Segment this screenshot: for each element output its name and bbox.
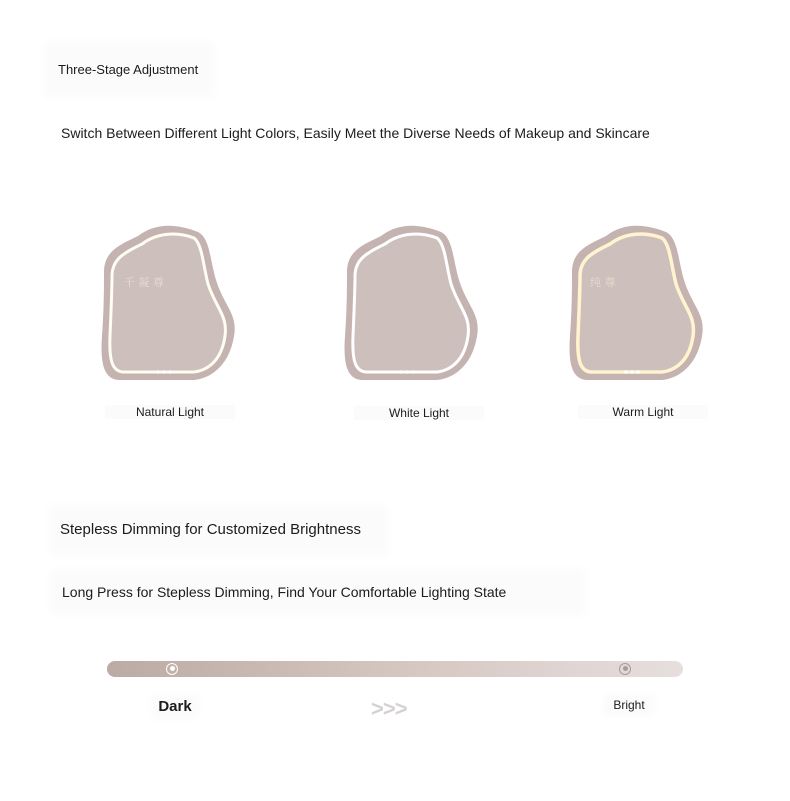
stage-section-subtitle: Switch Between Different Light Colors, Easily Meet the Diverse Needs of Makeup and Skincare	[61, 125, 650, 141]
white-light-label: White Light	[354, 406, 484, 420]
dimming-section-subtitle: Long Press for Stepless Dimming, Find Your Comfortable Lighting State	[56, 575, 580, 609]
dark-label: Dark	[155, 698, 195, 715]
dark-knob-icon	[166, 663, 178, 675]
stage-section-title: Three-Stage Adjustment	[50, 48, 208, 92]
bright-knob-icon	[619, 663, 631, 675]
warm-light-label: Warm Light	[578, 405, 708, 419]
arrows-indicator: >>>	[371, 696, 407, 721]
svg-text:纯 尊: 纯 尊	[590, 276, 616, 289]
dimming-section-title: Stepless Dimming for Customized Brightness	[55, 511, 382, 549]
warm-light-mirror-image	[566, 224, 706, 384]
natural-light-label: Natural Light	[105, 405, 235, 419]
svg-text:千 凝 尊: 千 凝 尊	[124, 276, 164, 289]
natural-light-mirror-image	[98, 224, 238, 384]
white-light-mirror-image	[341, 224, 481, 384]
bright-label: Bright	[607, 698, 651, 712]
brightness-slider-track	[107, 661, 683, 677]
